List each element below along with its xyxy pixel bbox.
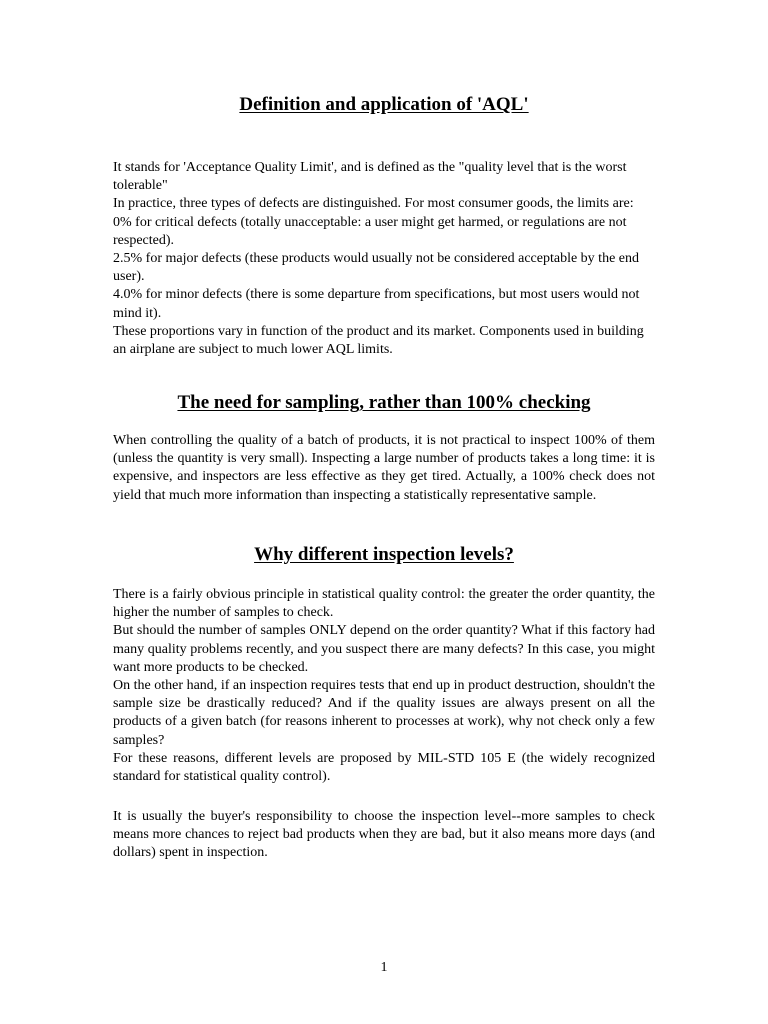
heading-need-for-sampling: The need for sampling, rather than 100% checking: [177, 392, 591, 413]
aql-definition-section: [113, 159, 655, 359]
buyer-responsibility-section: [113, 808, 655, 863]
heading-inspection-levels: Why different inspection levels?: [254, 544, 514, 565]
inspection-levels-section: [113, 586, 655, 786]
heading-aql-definition: Definition and application of 'AQL': [239, 94, 529, 115]
paragraph: In practice, three types of defects are distinguished. For most consumer goods, the limits are:: [113, 196, 634, 212]
sampling-section: [113, 432, 655, 505]
page-number: 1: [380, 960, 388, 975]
paragraph: On the other hand, if an inspection requires tests that end up in product destruction, shouldn't the sample size be drastically reduced? And if the quality issues are always present on all the products of a given batch (for reasons inherent to processes at work), why not check only a few samples?: [113, 678, 655, 748]
paragraph: 0% for critical defects (totally unacceptable: a user might get harmed, or regulations are not respected).: [113, 214, 627, 248]
paragraph: It is usually the buyer's responsibility to choose the inspection level--more samples to check means more chances to reject bad products when they are bad, but it also means more days (and dollars) spent in inspection.: [113, 809, 655, 861]
paragraph: These proportions vary in function of the product and its market. Components used in building an airplane are subject to much lower AQL limits.: [113, 323, 644, 358]
paragraph: When controlling the quality of a batch of products, it is not practical to inspect 100% of them (unless the quantity is very small). Inspecting a large number of products takes a long time: it is expensive, and inspectors are less effective as they get tired. Actually, a 100% check does not yield that much more information than inspecting a statistically representative sample.: [113, 433, 655, 503]
paragraph: But should the number of samples ONLY depend on the order quantity? What if this factory had many quality problems recently, and you suspect there are many defects? In this case, you might want more products to be checked.: [113, 623, 655, 675]
paragraph: It stands for 'Acceptance Quality Limit', and is defined as the "quality level that is the worst tolerable": [113, 160, 627, 194]
paragraph: There is a fairly obvious principle in statistical quality control: the greater the order quantity, the higher the number of samples to check.: [113, 587, 655, 621]
paragraph: 2.5% for major defects (these products would usually not be considered acceptable by the end user).: [113, 251, 639, 285]
paragraph: For these reasons, different levels are proposed by MIL-STD 105 E (the widely recognized standard for statistical quality control).: [113, 750, 655, 785]
paragraph: 4.0% for minor defects (there is some departure from specifications, but most users would not mind it).: [113, 287, 640, 321]
